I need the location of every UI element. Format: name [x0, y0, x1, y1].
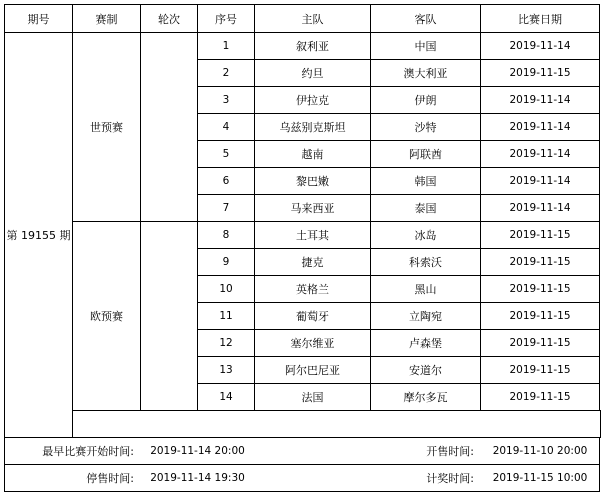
blank-cell: [73, 411, 141, 438]
away-team-cell: 韩国: [371, 168, 481, 195]
home-team-cell: 葡萄牙: [255, 303, 371, 330]
match-date-cell: 2019-11-15: [481, 357, 600, 384]
header-date: 比赛日期: [481, 5, 600, 33]
table-row: [5, 33, 601, 60]
round-cell-world-qualifier: [141, 33, 198, 222]
blank-cell: [255, 411, 371, 438]
seq-cell: 8: [198, 222, 255, 249]
round-cell-euro-qualifier: [141, 222, 198, 411]
away-team-cell: 黑山: [371, 276, 481, 303]
footer-row-stop: [5, 465, 601, 492]
blank-row: [5, 411, 601, 438]
seq-cell: 11: [198, 303, 255, 330]
header-format: 赛制: [73, 5, 141, 33]
home-team-cell: 法国: [255, 384, 371, 411]
away-team-cell: 摩尔多瓦: [371, 384, 481, 411]
prize-calc-label: 计奖时间:: [371, 465, 481, 492]
match-date-cell: 2019-11-15: [481, 222, 600, 249]
group-cell-euro-qualifier: 欧预赛: [73, 222, 141, 411]
match-date-cell: 2019-11-15: [481, 330, 600, 357]
home-team-cell: 阿尔巴尼亚: [255, 357, 371, 384]
sale-open-value: 2019-11-10 20:00: [481, 438, 600, 465]
match-date-cell: 2019-11-15: [481, 384, 600, 411]
seq-cell: 14: [198, 384, 255, 411]
blank-cell: [198, 411, 255, 438]
match-date-cell: 2019-11-15: [481, 276, 600, 303]
seq-cell: 6: [198, 168, 255, 195]
away-team-cell: 伊朗: [371, 87, 481, 114]
match-date-cell: 2019-11-15: [481, 249, 600, 276]
blank-cell: [371, 411, 481, 438]
away-team-cell: 泰国: [371, 195, 481, 222]
seq-cell: 13: [198, 357, 255, 384]
seq-cell: 4: [198, 114, 255, 141]
earliest-start-value: 2019-11-14 20:00: [141, 438, 255, 465]
header-row: [5, 5, 601, 33]
blank-cell: [141, 411, 198, 438]
home-team-cell: 叙利亚: [255, 33, 371, 60]
sale-open-label: 开售时间:: [371, 438, 481, 465]
seq-cell: 9: [198, 249, 255, 276]
match-date-cell: 2019-11-14: [481, 168, 600, 195]
table-row: [5, 222, 601, 249]
home-team-cell: 乌兹别克斯坦: [255, 114, 371, 141]
seq-cell: 10: [198, 276, 255, 303]
seq-cell: 2: [198, 60, 255, 87]
seq-cell: 3: [198, 87, 255, 114]
blank-cell: [600, 411, 601, 438]
header-round: 轮次: [141, 5, 198, 33]
seq-cell: 12: [198, 330, 255, 357]
away-team-cell: 冰岛: [371, 222, 481, 249]
away-team-cell: 卢森堡: [371, 330, 481, 357]
header-away: 客队: [371, 5, 481, 33]
prize-calc-value: 2019-11-15 10:00: [481, 465, 600, 492]
home-team-cell: 英格兰: [255, 276, 371, 303]
match-date-cell: 2019-11-14: [481, 114, 600, 141]
home-team-cell: 塞尔维亚: [255, 330, 371, 357]
sale-stop-label: 停售时间:: [5, 465, 141, 492]
home-team-cell: 越南: [255, 141, 371, 168]
period-cell: 第 19155 期: [5, 33, 73, 438]
match-date-cell: 2019-11-14: [481, 141, 600, 168]
header-home: 主队: [255, 5, 371, 33]
blank-cell: [481, 411, 600, 438]
group-cell-world-qualifier: 世预赛: [73, 33, 141, 222]
away-team-cell: 阿联酋: [371, 141, 481, 168]
home-team-cell: 马来西亚: [255, 195, 371, 222]
header-seq: 序号: [198, 5, 255, 33]
home-team-cell: 土耳其: [255, 222, 371, 249]
header-period: 期号: [5, 5, 73, 33]
sale-stop-value: 2019-11-14 19:30: [141, 465, 255, 492]
home-team-cell: 捷克: [255, 249, 371, 276]
match-date-cell: 2019-11-14: [481, 33, 600, 60]
earliest-start-label: 最早比赛开始时间:: [5, 438, 141, 465]
match-date-cell: 2019-11-15: [481, 303, 600, 330]
away-team-cell: 安道尔: [371, 357, 481, 384]
away-team-cell: 立陶宛: [371, 303, 481, 330]
away-team-cell: 科索沃: [371, 249, 481, 276]
seq-cell: 7: [198, 195, 255, 222]
footer-spacer: [255, 438, 371, 465]
match-date-cell: 2019-11-14: [481, 87, 600, 114]
seq-cell: 5: [198, 141, 255, 168]
match-date-cell: 2019-11-15: [481, 60, 600, 87]
home-team-cell: 伊拉克: [255, 87, 371, 114]
home-team-cell: 黎巴嫩: [255, 168, 371, 195]
lottery-schedule-table: [4, 4, 601, 492]
away-team-cell: 中国: [371, 33, 481, 60]
home-team-cell: 约旦: [255, 60, 371, 87]
away-team-cell: 沙特: [371, 114, 481, 141]
footer-spacer: [255, 465, 371, 492]
match-date-cell: 2019-11-14: [481, 195, 600, 222]
seq-cell: 1: [198, 33, 255, 60]
footer-row-start: [5, 438, 601, 465]
away-team-cell: 澳大利亚: [371, 60, 481, 87]
